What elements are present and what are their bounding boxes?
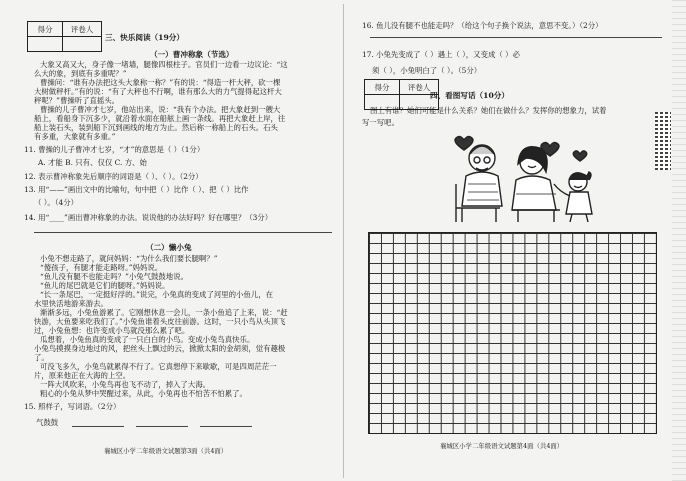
- passage1-title: （一）曹冲称象（节选）: [150, 50, 234, 59]
- passage2-line: 小兔不想走路了，就问妈妈：“为什么我们要长腿啊？”: [40, 254, 218, 263]
- heart-icon: [455, 136, 473, 150]
- passage1-line: 有多重，大象就有多重。”: [34, 132, 116, 141]
- answer-line-q14[interactable]: [34, 232, 332, 233]
- passage1-line: 船上，看船身下沉多少，就沿着水面在船舷上画一条线。再把大象赶上岸，往: [34, 114, 286, 123]
- passage2-line: 小兔鸟摸摸身边地过的风，把丝头上飘过的云，掀掀太阳的金胡须，觉有趣极: [34, 344, 286, 353]
- section-title-writing: 四、看图写话（10分）: [430, 91, 509, 100]
- question-11-options: A. 才能 B. 只有、仅仅 C. 方、始: [38, 158, 147, 167]
- passage1-line: 船上装石头，装到船下沉到画线的地方为止。然后称一称船上的石头。石头: [34, 123, 278, 132]
- q15-answer-line-3[interactable]: [200, 426, 252, 427]
- passage1-line: 大树做秤杆。”有的说：“有了大秤也不行啊，谁有那么大的力气提得起这杆大: [34, 87, 282, 96]
- grader-label: 评卷人: [63, 22, 102, 37]
- question-13-line2: （ ）。（4分）: [34, 198, 78, 207]
- passage1-line: 秤呢？”曹操听了直摇头。: [34, 96, 120, 105]
- question-12: 12. 表示曹冲称象先后顺序的词语是（ ）、（ ）。（2分）: [24, 172, 203, 181]
- passage2-line: 水里快活地游来游去。: [34, 299, 108, 308]
- passage2-line: “鱼儿的尾巴就是它们的腿呀。”妈妈说。: [40, 281, 170, 290]
- family-illustration: [432, 124, 608, 224]
- passage2-line: 一阵大风吹来，小兔鸟再也飞不动了，掉入了大海。: [40, 380, 210, 389]
- passage1-line: 曹操问：“谁有办法把这头大象称一称？”有的说：“得造一杆大秤，砍一棵: [40, 78, 281, 87]
- q15-answer-line-1[interactable]: [72, 426, 124, 427]
- footer-page3: 襄城区小学二年级语文试题第3面（共4面）: [104, 447, 228, 455]
- q15-answer-line-2[interactable]: [136, 426, 188, 427]
- passage2-line: 瓜想着，小兔鱼真的变成了一只白白的小鸟。变成小兔鸟真快乐。: [40, 335, 255, 344]
- passage2-line: “长一条尾巴，一定挺好浮的。”说完，小兔真的变成了河里的小鱼儿，在: [40, 290, 273, 299]
- grader-cell[interactable]: [63, 37, 102, 52]
- composition-grid[interactable]: [368, 232, 657, 434]
- passage2-text: [34, 254, 288, 398]
- answer-line-q16[interactable]: [370, 37, 662, 38]
- writing-prompt-line1: 图上有谁？她们可能是什么关系？她们在做什么？发挥你的想象力，试着: [370, 106, 607, 115]
- question-17-line2: 须（ ），小兔明白了（ ）。（5分）: [372, 66, 482, 75]
- passage2-line: 渐渐多远，小兔鱼游累了。它刚想休息一会儿，一条小鱼追了上来，说：“赶: [40, 308, 288, 317]
- passage2-line: “鱼儿没有腿不也能走吗？”小兔气鼓鼓地说。: [40, 272, 188, 281]
- passage2-line: “傻孩子，有腿才能走路呀。”妈妈说。: [40, 263, 163, 272]
- passage1-line: 大象又高又大，身子像一堵墙，腿像四根柱子。官员们一边看一边议论：“这: [40, 60, 288, 69]
- score-label: 得分: [365, 80, 400, 95]
- passage1-line: 么大的象，到底有多重呢？”: [34, 69, 127, 78]
- page-divider: [343, 4, 344, 478]
- passage1-line: 曹操的儿子曹冲才七岁，他站出来，说：“我有个办法。把大象赶到一艘大: [40, 105, 281, 114]
- passage1-text: [34, 60, 288, 141]
- question-14: 14. 用“____”画出曹冲称象的办法。说说他的办法好吗？好在哪里？（3分）: [24, 213, 273, 222]
- qr-code-strip-overlay: [655, 112, 671, 170]
- question-17-line1: 17. 小兔先变成了（ ）遇上（ ），又变成（ ）必: [362, 50, 520, 59]
- passage2-line: 粗心的小兔从梦中哭醒过来，从此，小兔再也不怕苦不怕累了。: [40, 389, 247, 398]
- grader-label: 评卷人: [400, 80, 439, 95]
- section-title-reading: 三、快乐阅读（19分）: [105, 33, 184, 42]
- passage2-line: 过，小兔鱼想：也许变成小鸟就没那么累了吧。: [34, 326, 190, 335]
- heart-icon: [573, 151, 587, 161]
- score-label: 得分: [28, 22, 63, 37]
- writing-prompt-line2: 写一写吧。: [362, 118, 399, 127]
- score-table-left: [27, 21, 102, 52]
- scan-edge: [672, 0, 686, 481]
- passage2-line: 了。: [34, 353, 49, 362]
- passage2-title: （二）懒小兔: [146, 243, 192, 252]
- question-13-line1: 13. 用“——”画出文中的比喻句，句中把（ ）比作（ ）、把（ ）比作: [24, 185, 249, 194]
- question-11: 11. 曹操的儿子曹冲才七岁，“才”的意思是（ ）（1分）: [24, 145, 205, 154]
- passage2-line: 可没飞多久，小兔鸟就累得不行了。它真想停下来歇歇，可是四周茫茫一: [40, 362, 277, 371]
- question-15: 15. 照样子，写词语。（2分）: [24, 402, 121, 411]
- q15-example-word: 气鼓鼓: [36, 418, 59, 427]
- passage2-line: 片，原来他正在大海的上空。: [34, 371, 131, 380]
- passage2-line: 快游，大鱼要来吃我们了。”小兔鱼谁着头皮往前游。这时，一只小鸟从头顶飞: [34, 317, 286, 326]
- footer-page4: 襄城区小学二年级语文试题第4面（共4面）: [440, 442, 564, 450]
- score-cell[interactable]: [28, 37, 63, 52]
- question-16: 16. 鱼儿没有腿不也能走吗？（给这个句子换个说法，意思不变。）（2分）: [362, 21, 603, 30]
